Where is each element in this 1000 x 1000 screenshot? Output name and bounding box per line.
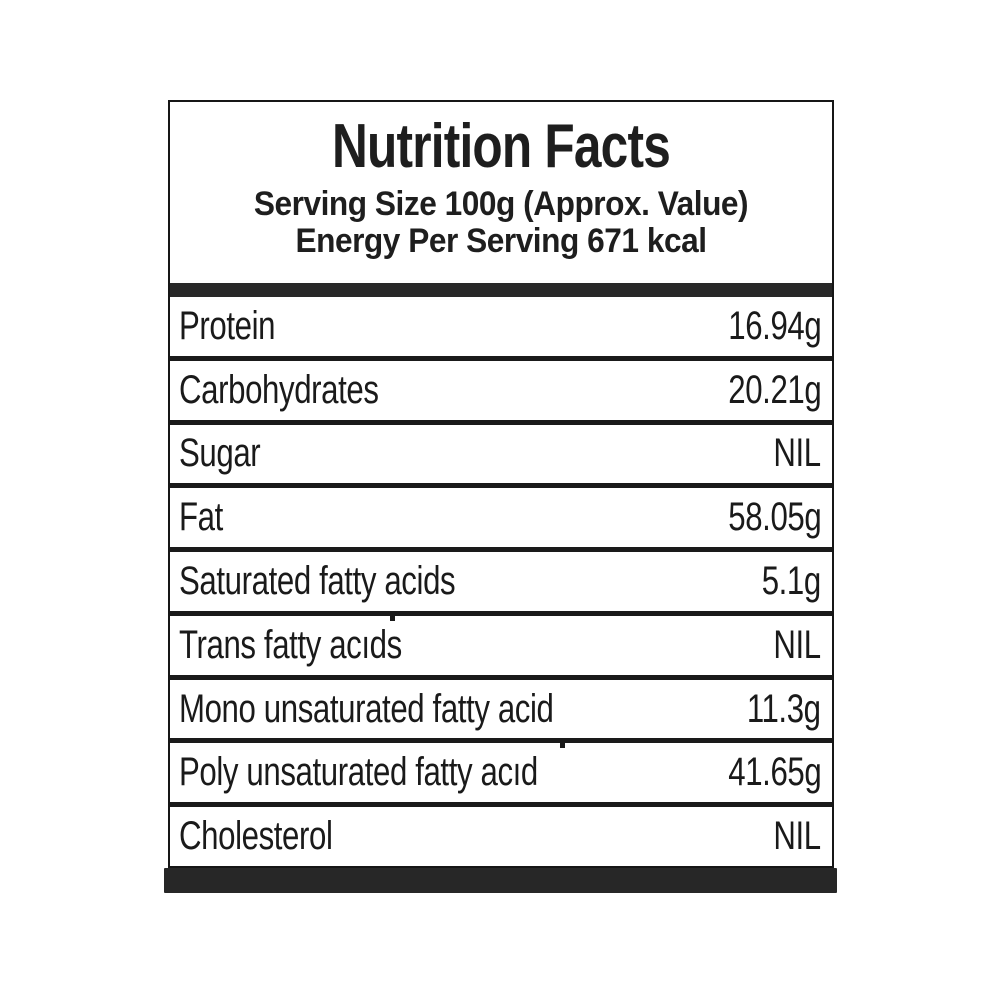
nutrient-label: Mono unsaturated fatty acid [179,686,554,731]
label-footer-bar [164,868,837,893]
nutrient-value: 20.21g [727,367,821,412]
nutrition-facts-label [168,100,834,868]
nutrition-facts-title: Nutrition Facts [332,112,670,181]
nutrient-value: 11.3g [747,686,821,731]
nutrient-value: 58.05g [727,495,821,540]
nutrient-table [170,297,832,866]
nutrient-label: Fat [179,495,223,540]
nutrient-value: NIL [773,622,821,667]
nutrient-row-sugar [170,420,832,484]
header-separator-bar [170,283,832,297]
nutrient-label: Sugar [179,431,261,476]
nutrient-row-mono-unsaturated-fatty-acid [170,675,832,739]
stray-ink-dot [390,615,395,621]
nutrient-row-protein [170,297,832,356]
energy-per-serving-line: Energy Per Serving 671 kcal [295,222,707,260]
nutrient-value: NIL [773,814,821,859]
nutrient-row-cholesterol [170,802,832,866]
nutrient-row-carbohydrates [170,356,832,420]
nutrient-label: Saturated fatty acids [179,559,456,604]
nutrient-value: 41.65g [727,750,821,795]
nutrient-row-poly-unsaturated-fatty-acid [170,738,832,802]
nutrient-label: Protein [179,303,276,348]
nutrient-value: 16.94g [727,303,821,348]
nutrient-value: 5.1g [761,559,821,604]
label-content [170,102,832,866]
nutrient-row-saturated-fatty-acids [170,547,832,611]
stray-ink-dot [560,742,565,748]
nutrient-label: Carbohydrates [179,367,379,412]
nutrient-row-fat [170,483,832,547]
nutrient-label: Poly unsaturated fatty acıd [179,750,538,795]
nutrient-value: NIL [773,431,821,476]
nutrient-label: Trans fatty acıds [179,622,402,667]
nutrient-row-trans-fatty-acids [170,611,832,675]
serving-size-line: Serving Size 100g (Approx. Value) [253,185,749,223]
nutrient-label: Cholesterol [179,814,333,859]
